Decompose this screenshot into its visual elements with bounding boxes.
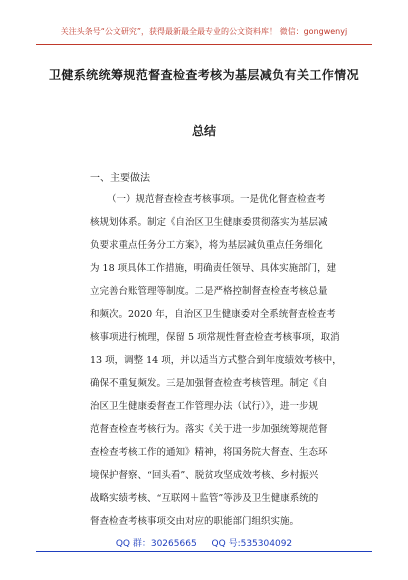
- document-title: 卫健系统统筹规范督查检查考核为基层减负有关工作情况: [48, 68, 359, 82]
- body-line: 确保不重复频发。三是加强督查检查考核管理。制定《自: [90, 378, 328, 389]
- body-text: [90, 188, 348, 533]
- header-rule: [36, 44, 372, 45]
- body-line: 查检查考核工作的通知》精神，将国务院大督查、生态环: [90, 447, 328, 458]
- body-line: 范督查检查考核行为。落实《关于进一步加强统筹规范督: [90, 424, 328, 435]
- body-line: 立完善台账管理等制度。二是严格控制督查检查考核总量: [90, 286, 328, 297]
- body-line: 治区卫生健康委督查工作管理办法（试行）》，进一步规: [90, 401, 319, 412]
- body-line: 境保护督察、“回头看”、脱贫攻坚成效考核、乡村振兴: [90, 470, 319, 481]
- footer-qq-number: QQ 号:535304092: [211, 539, 293, 549]
- document-subtitle: 总结: [191, 124, 216, 138]
- body-line: （一）规范督查检查考核事项。一是优化督查检查考: [107, 194, 326, 205]
- section-heading: 一、主要做法: [90, 173, 150, 184]
- body-line: 13 项，调整 14 项，并以适当方式整合到年度绩效考核中，: [90, 355, 342, 366]
- body-line: 战略实绩考核、“互联网＋监管”等涉及卫生健康系统的: [90, 493, 319, 504]
- footer-rule: [36, 551, 372, 552]
- body-line: 核事项进行梳理，保留 5 项常规性督查检查考核事项，取消: [90, 332, 340, 343]
- body-line: 和频次。2020 年，自治区卫生健康委对全系统督查检查考: [90, 309, 336, 320]
- body-line: 负要求重点任务分工方案》，将为基层减负重点任务细化: [90, 240, 323, 251]
- footer-contact: [0, 536, 408, 549]
- body-line: 核规划体系。制定《自治区卫生健康委贯彻落实为基层减: [90, 217, 328, 228]
- body-line: 督查检查考核事项交由对应的职能部门组织实施。: [90, 516, 300, 527]
- body-line: 为 18 项具体工作措施，明确责任领导、具体实施部门，建: [90, 263, 337, 274]
- footer-qq-group: QQ 群：30265665: [115, 539, 197, 549]
- header-banner: 关注头条号“公文研究”，获得最新最全最专业的公文资料库！ 微信：gongwenyj: [60, 27, 348, 36]
